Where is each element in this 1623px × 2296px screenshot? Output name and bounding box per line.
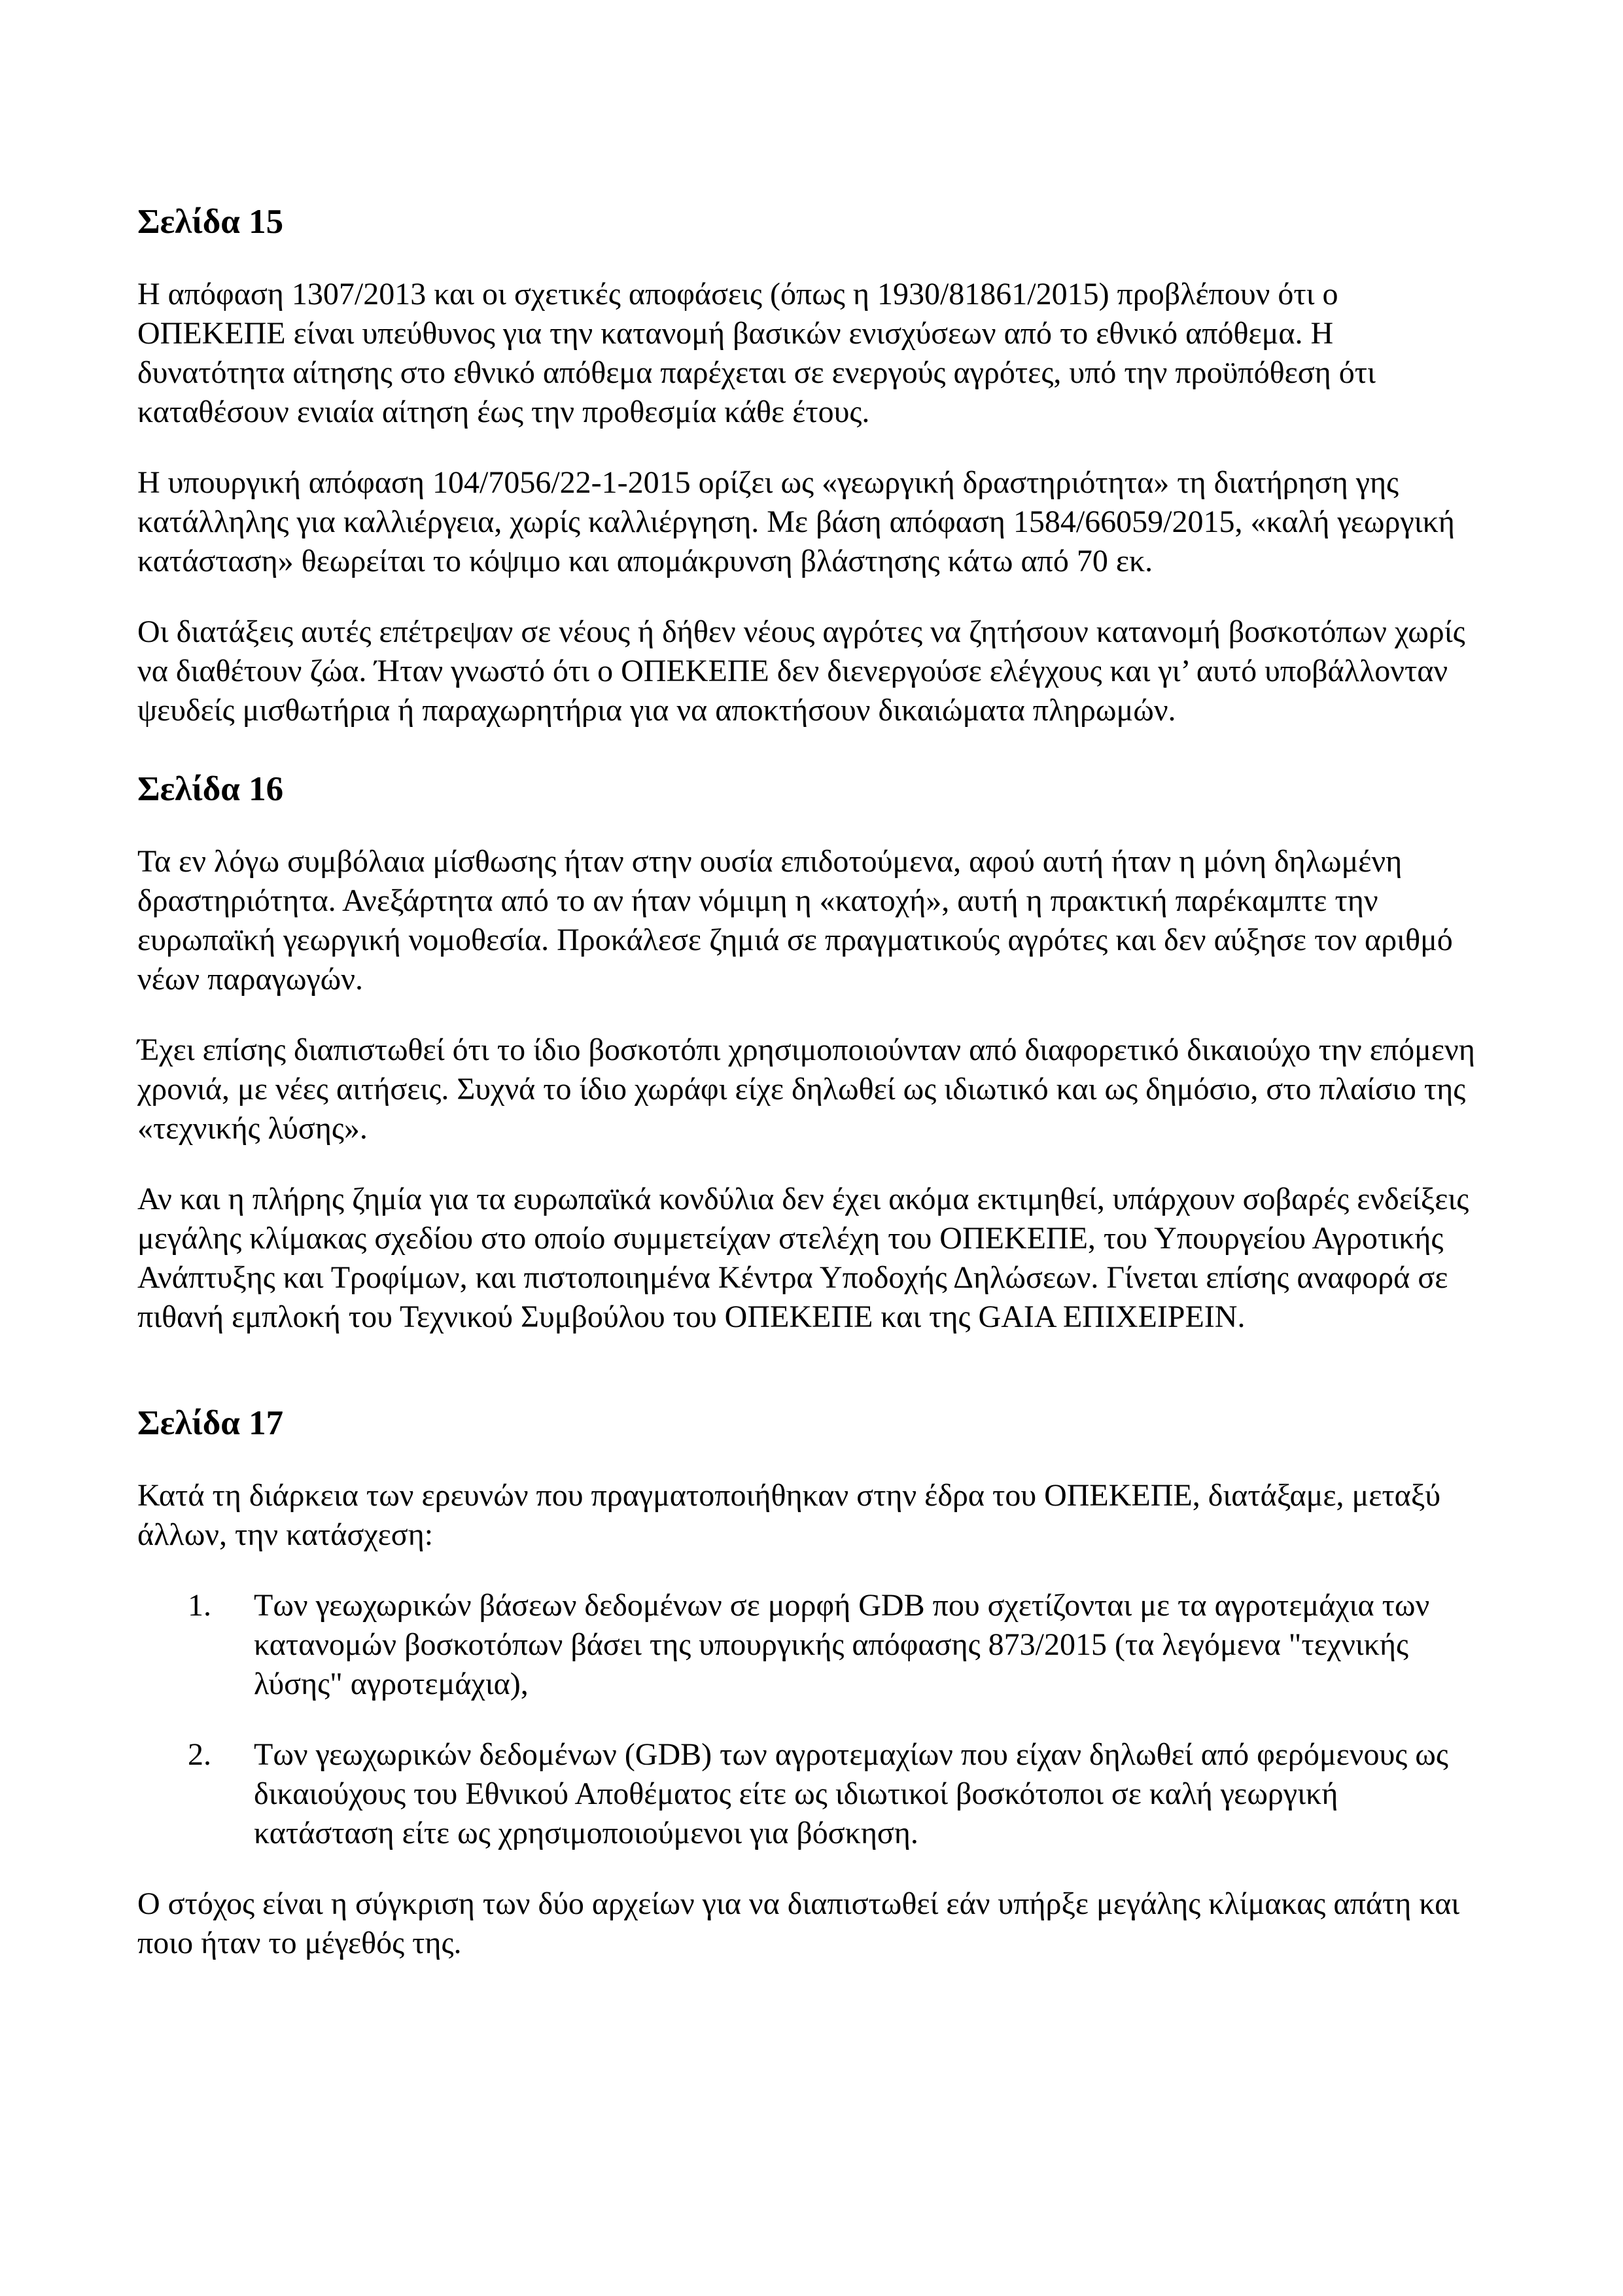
list-item bbox=[137, 1586, 1485, 1704]
section-selida-16 bbox=[137, 768, 1485, 1337]
section-heading: Σελίδα 15 bbox=[137, 203, 284, 241]
list-item bbox=[137, 1735, 1485, 1853]
paragraph: Η απόφαση 1307/2013 και οι σχετικές αποφάσεις (όπως η 1930/81861/2015) προβλέπουν ότι ο ΟΠΕΚΕΠΕ είναι υπεύθυνος για την κατανομή βασικών ενισχύσεων από το εθνικό απόθεμα. Η δυνατότητα αίτησης στο εθνικό απόθεμα παρέχεται σε ενεργούς αγρότες, υπό την προϋπόθεση ότι καταθέσουν ενιαία αίτηση έως την προθεσμία κάθε έτους. bbox=[137, 277, 1376, 429]
paragraph: Οι διατάξεις αυτές επέτρεψαν σε νέους ή δήθεν νέους αγρότες να ζητήσουν κατανομή βοσκοτόπων χωρίς να διαθέτουν ζώα. Ήταν γνωστό ότι ο ΟΠΕΚΕΠΕ δεν διενεργούσε ελέγχους και γι’ αυτό υποβάλλονταν ψευδείς μισθωτήρια ή παραχωρητήρια για να αποκτήσουν δικαιώματα πληρωμών. bbox=[137, 614, 1465, 728]
paragraph: Ο στόχος είναι η σύγκριση των δύο αρχείων για να διαπιστωθεί εάν υπήρξε μεγάλης κλίμακας απάτη και ποιο ήταν το μέγεθός της. bbox=[137, 1886, 1460, 1960]
paragraph: Τα εν λόγω συμβόλαια μίσθωσης ήταν στην ουσία επιδοτούμενα, αφού αυτή ήταν η μόνη δηλωμένη δραστηριότητα. Ανεξάρτητα από το αν ήταν νόμιμη η «κατοχή», αυτή η πρακτική παρέκαμπτε την ευρωπαϊκή γεωργική νομοθεσία. Προκάλεσε ζημιά σε πραγματικούς αγρότες και δεν αύξησε τον αριθμό νέων παραγωγών. bbox=[137, 844, 1453, 997]
section-heading: Σελίδα 16 bbox=[137, 770, 284, 808]
paragraph: Έχει επίσης διαπιστωθεί ότι το ίδιο βοσκοτόπι χρησιμοποιούνταν από διαφορετικό δικαιούχο την επόμενη χρονιά, με νέες αιτήσεις. Συχνά το ίδιο χωράφι είχε δηλωθεί ως ιδιωτικό και ως δημόσιο, στο πλαίσιο της «τεχνικής λύσης». bbox=[137, 1033, 1475, 1146]
section-selida-15 bbox=[137, 201, 1485, 730]
list-item-number: 1. bbox=[188, 1588, 211, 1623]
paragraph: Η υπουργική απόφαση 104/7056/22-1-2015 ορίζει ως «γεωργική δραστηριότητα» τη διατήρηση γης κατάλληλης για καλλιέργεια, χωρίς καλλιέργηση. Με βάση απόφαση 1584/66059/2015, «καλή γεωργική κατάσταση» θεωρείται το κόψιμο και απομάκρυνση βλάστησης κάτω από 70 εκ. bbox=[137, 465, 1455, 578]
list-item-text: Των γεωχωρικών βάσεων δεδομένων σε μορφή GDB που σχετίζονται με τα αγροτεμάχια των κατανομών βοσκοτόπων βάσει της υπουργικής απόφασης 873/2015 (τα λεγόμενα "τεχνικής λύσης" αγροτεμάχια), bbox=[254, 1588, 1430, 1701]
ordered-list bbox=[137, 1586, 1485, 1853]
section-heading: Σελίδα 17 bbox=[137, 1404, 284, 1442]
paragraph: Αν και η πλήρης ζημία για τα ευρωπαϊκά κονδύλια δεν έχει ακόμα εκτιμηθεί, υπάρχουν σοβαρές ενδείξεις μεγάλης κλίμακας σχεδίου στο οποίο συμμετείχαν στελέχη του ΟΠΕΚΕΠΕ, του Υπουργείου Αγροτικής Ανάπτυξης και Τροφίμων, και πιστοποιημένα Κέντρα Υποδοχής Δηλώσεων. Γίνεται επίσης αναφορά σε πιθανή εμπλοκή του Τεχνικού Συμβούλου του ΟΠΕΚΕΠΕ και της GAIA ΕΠΙΧΕΙΡΕΙΝ. bbox=[137, 1182, 1469, 1334]
section-selida-17 bbox=[137, 1402, 1485, 1963]
list-item-number: 2. bbox=[188, 1737, 211, 1772]
paragraph: Κατά τη διάρκεια των ερευνών που πραγματοποιήθηκαν στην έδρα του ΟΠΕΚΕΠΕ, διατάξαμε, μεταξύ άλλων, την κατάσχεση: bbox=[137, 1478, 1440, 1552]
list-item-text: Των γεωχωρικών δεδομένων (GDB) των αγροτεμαχίων που είχαν δηλωθεί από φερόμενους ως δικαιούχους του Εθνικού Αποθέματος είτε ως ιδιωτικοί βοσκότοποι σε καλή γεωργική κατάσταση είτε ως χρησιμοποιούμενοι για βόσκηση. bbox=[254, 1737, 1448, 1850]
